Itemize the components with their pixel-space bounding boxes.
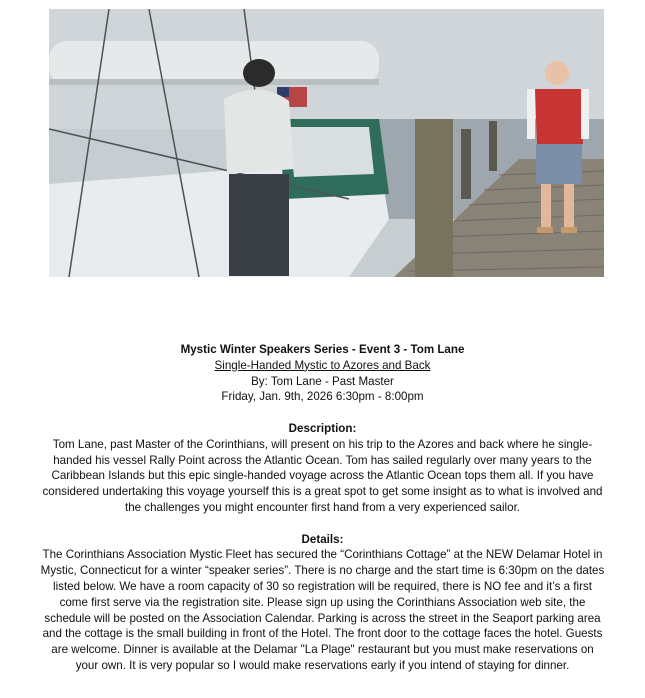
sailboat-dock-photo [49,9,604,277]
event-byline: By: Tom Lane - Past Master [251,374,394,388]
details-text: The Corinthians Association Mystic Fleet has secured the “Corinthians Cottage” at the NEW Delamar Hotel in Mystic, Connecticut for a winter “speaker series”. There is no charge and the start time is 6:30pm on the dates listed below. We have a room capacity of 30 so registration will be required, there is NO fee and it’s a first come first serve via the registration site. Please sign up using the Corinthians Association web site, the schedule will be posted on the Association Calendar. Parking is across the street in the Seaport parking area and the cottage is the small building in front of the Hotel. The front door to the cottage faces the hotel. Guests are welcome. Dinner is available at the Delamar "La Plage" restaurant but you must make reservations on your own. It is very popular so I would make reservations early if you intend of staying for dinner. [40,548,605,672]
event-photo [49,9,604,277]
event-subtitle: Single-Handed Mystic to Azores and Back [214,358,431,372]
details-heading: Details: [301,532,344,546]
description-text: Tom Lane, past Master of the Corinthians, will present on his trip to the Azores and back where he single-handed his vessel Rally Point across the Atlantic Ocean. Tom has sailed regularly over many years to the Caribbean Islands but this epic single-handed voyage across the Atlantic Ocean tops them all. If you have considered undertaking this voyage yourself this is a great spot to get some insight as to what is involved and the challenges you might encounter first hand from a very experienced sailor. [42,437,603,514]
event-announcement [0,342,645,674]
event-datetime: Friday, Jan. 9th, 2026 6:30pm - 8:00pm [221,390,424,404]
description-heading: Description: [288,421,357,435]
event-title: Mystic Winter Speakers Series - Event 3 - Tom Lane [180,343,465,356]
